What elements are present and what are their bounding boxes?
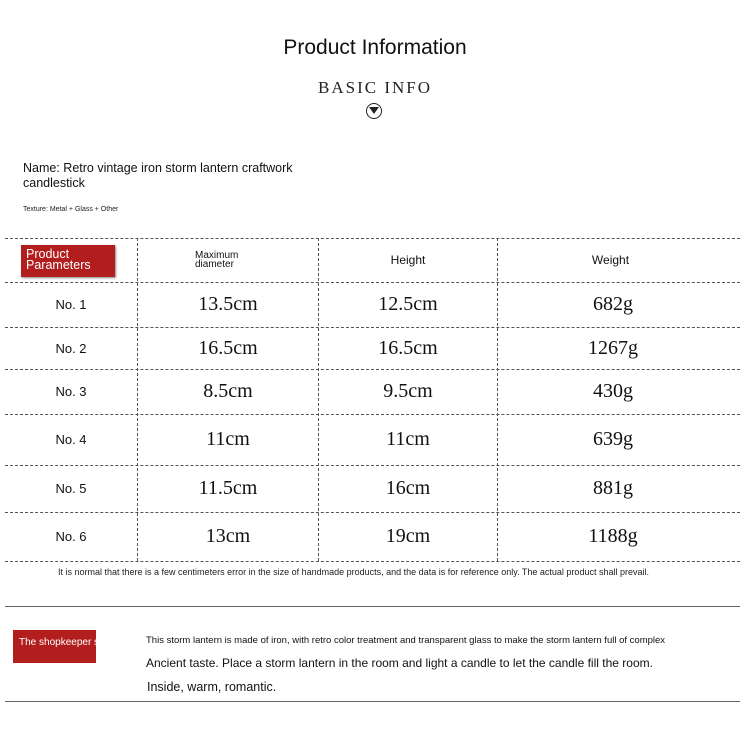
product-parameters-badge: Product Parameters xyxy=(21,245,115,277)
row-label: No. 6 xyxy=(55,529,87,544)
product-name: Name: Retro vintage iron storm lantern craftwork candlestick xyxy=(23,161,293,190)
height-value: 16cm xyxy=(385,477,431,499)
weight-value: 881g xyxy=(593,477,633,499)
disclaimer-note: It is normal that there is a few centimeters error in the size of handmade products, and the data is for reference only. The actual product shall prevail. xyxy=(58,567,649,577)
row-label: No. 1 xyxy=(55,297,87,312)
row-label: No. 4 xyxy=(55,432,87,447)
weight-value: 1188g xyxy=(588,525,638,547)
section-divider xyxy=(5,701,740,702)
row-label: No. 2 xyxy=(55,340,87,356)
diameter-value: 13cm xyxy=(205,525,251,547)
weight-value: 639g xyxy=(593,428,633,450)
column-header-weight: Weight xyxy=(591,253,630,267)
column-header-diameter-label: Maximum diameter xyxy=(195,250,239,270)
column-header-height: Height xyxy=(390,253,426,267)
page-title: Product Information xyxy=(283,36,467,59)
diameter-value: 13.5cm xyxy=(198,293,258,315)
product-texture: Texture: Metal + Glass + Other xyxy=(23,206,119,213)
weight-value: 682g xyxy=(593,293,633,315)
height-value: 16.5cm xyxy=(378,336,438,359)
shopkeeper-description-line2: Ancient taste. Place a storm lantern in the room and light a candle to let the candle fill the room. xyxy=(146,656,653,670)
shopkeeper-description-line3: Inside, warm, romantic. xyxy=(147,680,277,694)
height-value: 12.5cm xyxy=(378,293,438,315)
diameter-value: 16.5cm xyxy=(198,336,258,359)
height-value: 9.5cm xyxy=(383,380,433,402)
table-rule xyxy=(5,561,740,562)
row-label: No. 3 xyxy=(55,384,87,399)
diameter-value: 11.5cm xyxy=(198,477,258,499)
weight-value: 1267g xyxy=(588,336,638,359)
shopkeeper-description-line1: This storm lantern is made of iron, with retro color treatment and transparent glass to make the storm lantern full of complex xyxy=(146,635,666,646)
diameter-value: 11cm xyxy=(206,428,250,450)
height-value: 11cm xyxy=(386,428,430,450)
section-subtitle: BASIC INFO xyxy=(318,78,432,97)
weight-value: 430g xyxy=(593,380,633,402)
row-label: No. 5 xyxy=(55,481,87,496)
section-divider xyxy=(5,606,740,607)
height-value: 19cm xyxy=(385,525,431,547)
circle-down-arrow-icon xyxy=(366,103,382,119)
diameter-value: 8.5cm xyxy=(203,380,253,402)
shopkeeper-badge: The shopkeeper said xyxy=(13,630,96,663)
column-header-diameter xyxy=(138,238,318,282)
